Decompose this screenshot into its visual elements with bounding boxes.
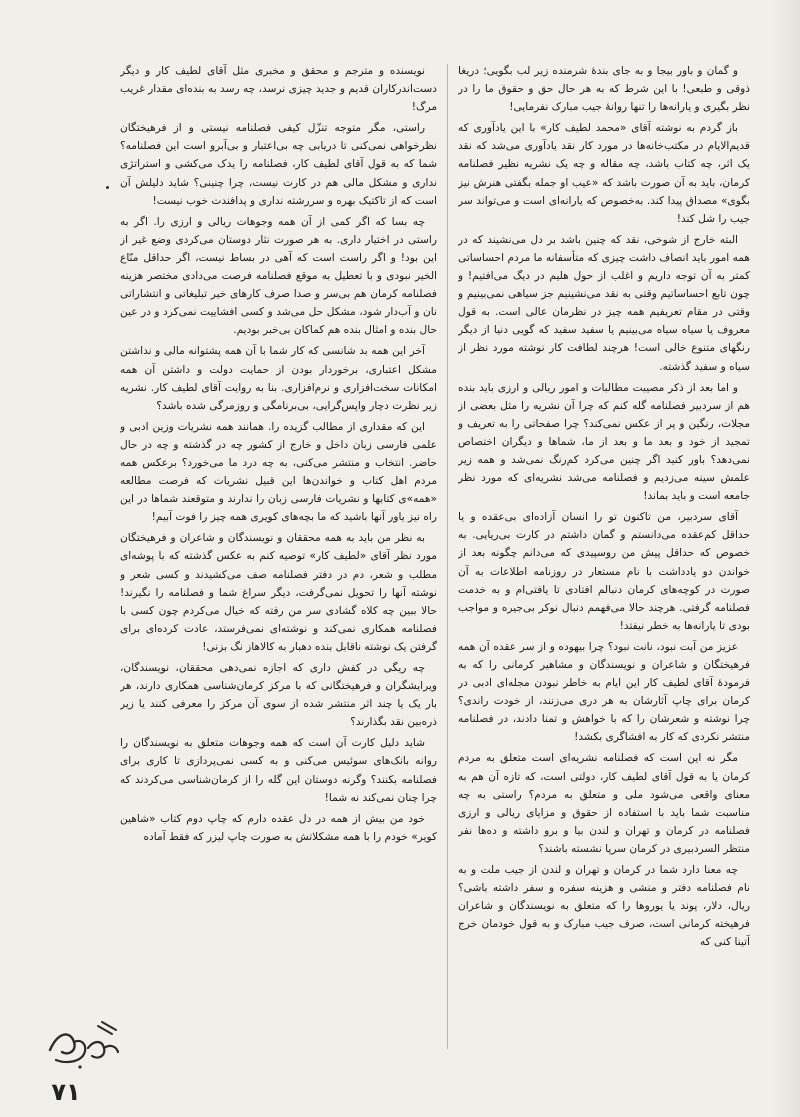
- margin-dot: [106, 186, 109, 189]
- right-text-column: [458, 62, 750, 1050]
- page-number: ۷۱: [51, 1078, 81, 1106]
- paragraph: البته خارج از شوخی، نقد که چنین باشد بر دل می‌نشیند که در همه امور باید انصاف داشت چیزی که متأسفانه ما مردم احساساتی کمتر به آن توجه داریم و اغلب از حول هلیم در دیگ می‌افتیم! و چون تابع احساساتیم وقتی به نقد می‌نشینیم جز سیاهی نمی‌بینیم و وقتی در مقام تعریفیم همه چیز در نظرمان عالی است. به قول معروف یا سیاه سیاه می‌بینیم یا سفید سفید که گویی دنیا از دیگر رنگهای متنوع خالی است! هرچند لطافت کار نوشته مورد نظر از سیاه و سفید گذشته.: [458, 233, 750, 373]
- paragraph: راستی، مگر متوجه تنزّل کیفی فصلنامه نیستی و از فرهیختگان نظرخواهی نمی‌کنی تا دریابی چه بی‌اعتبار و بی‌آبرو است این فصلنامه؟ شما که به قول آقای لطیف کار، فصلنامه را یدک می‌کشی و استراتژی نداری و مشکل مالی هم در کارت نیست، چرا چنینی؟ شاید دلیلش آن است که از تاکتیک بهره و سررشته نداری و پدافندت خوب نیست!: [120, 122, 437, 207]
- column-divider: [447, 64, 448, 1049]
- paragraph: نویسنده و مترجم و محقق و مخبری مثل آقای لطیف کار و دیگر دست‌اندرکاران قدیم و جدید چیزی نرسد، چه رسد به بنده‌ای مقدار غریب مرگ!: [120, 65, 437, 114]
- paragraph: شاید دلیل کارت آن است که همه وجوهات متعلق به نویسندگان را روانه بانک‌های سوئیس می‌کنی و به کسی نمی‌پردازی تا کاری برای فصلنامه بکنند؟ وگرنه دوستان این گله را از کرمان‌شناسی می‌کردند که چرا چنان نمی‌کند نه شما!: [120, 737, 437, 804]
- paragraph: و اما بعد از ذکر مصیبت مطالبات و امور ریالی و ارزی باید بنده هم از سردبیر فصلنامه گله کنم که چرا آن نشریه را مثل بعضی از مجلات، رنگین و پر از عکس نمی‌کند؟ چرا صفحاتی را به تعریف و تمجید از خود و بعد ما و بعد از ما، شماها و دیگران اختصاص نمی‌دهد؟ باور کنید اگر چنین می‌کرد کم‌رنگ نمی‌شد و همه زیر علمش سینه می‌زدیم و فصلنامه می‌شد نشریه‌ای که مورد نظر جامعه است و باید بماند!: [458, 381, 750, 503]
- paragraph: چه ریگی در کفش داری که اجازه نمی‌دهی محققان، نویسندگان، ویرایشگران و فرهیختگانی که با مرکز کرمان‌شناسی همکاری دارند، هر بار یک یا چند اثر منتشر شده از سوی آن مرکز را معرفی کنند یا زیر ذره‌بین نقد بگذارند؟: [120, 662, 437, 729]
- paragraph: آخر این همه بد شانسی که کار شما با آن همه پشتوانه مالی و نداشتن مشکل اعتباری، برخوردار بودن از حمایت دولت و داشتن آن همه امکانات سخت‌افزاری و نرم‌افزاری. بنا به روایت آقای لطیف کار. نشریه زیر نظرت دچار واپس‌گرایی، بی‌برنامگی و روزمرگی شده باشد؟: [120, 345, 437, 412]
- paragraph: مگر نه این است که فصلنامه نشریه‌ای است متعلق به مردم کرمان یا به قول آقای لطیف کار، دولتی است، که تازه آن هم به معنای واقعی می‌شود ملی و متعلق به مردم؟ راستی به چه مناسبت شما باید با استفاده از حقوق و مزایای ریالی و ارزی فصلنامه در کرمان و تهران و لندن بیا و برو داشته و ده‌ها نفر منتظر السردبیری در کرمان سرپا نشسته باشند؟: [458, 752, 750, 855]
- paragraph: آقای سردبیر، من تاکنون تو را انسان آزاده‌ای بی‌عقده و یا حداقل کم‌عقده می‌دانستم و گمان داشتم در کارت بی‌ریایی. به خصوص که حداقل پیش من روسپیدی که می‌دانم چگونه بعد از خواندن دو یادداشت با نام مستعار در روزنامه اطلاعات به آن صورت در کوچه‌های کرمان دنبالم افتادی تا یافتی‌ام و به خدمت فصلنامه گرفتی. هرچند حالا می‌فهمم دنبال نوکر بی‌جیره و مواجب بودی تا یارانه‌ها به خطر نیفتد!: [458, 511, 750, 632]
- paragraph: خود من بیش از همه در دل عقده دارم که چاپ دوم کتاب «شاهین کویر» خودم را با همه مشکلاتش به صورت چاپ لیزر که فقط آماده: [120, 812, 437, 843]
- paragraph: چه بسا که اگر کمی از آن همه وجوهات ریالی و ارزی را. اگر به راستی در اختیار داری. به هر صورت نثار دوستان می‌کردی وضع غیر از این بود! و اگر راست است که آهی در بساط نیست، اگر حداقل منّاع الخیر نبودی و با تعطیل به موقع فصلنامه فرصت می‌دادی مختصر هزینه فصلنامه کرمان هم بی‌سر و صدا صرف کارهای خیر تبلیغاتی و انتشاراتی نان و آب‌دار شود، مشکل حل می‌شد و کسی افشاییت نمی‌کرد و در عین حال بنده و امثال بنده هم کماکان بی‌خبر بودیم.: [120, 215, 437, 337]
- paragraph: و گمان و باور بیجا و به جای بندهٔ شرمنده زیر لب بگویی؛ دریغا ذوقی و طبعی! با این شرط که به هر حال حق و حقوق ما را در نظر بگیری و یارانه‌ها را تنها روانهٔ جیب مبارک نفرمایی!: [458, 65, 750, 114]
- paragraph: باز گردم به نوشته آقای «محمد لطیف کار» با این یادآوری که قدیم‌الایام در مکتب‌خانه‌ها در مورد کار نقد یادآوری می‌شد که نقد یک اثر، چه کتاب باشد، چه مقاله و چه یک نشریه نظیر فصلنامه کرمان، باید به آن صورت باشد که «عیب او جمله بگفتی هنرش نیز بگوی» مصداق پیدا کند. به‌خصوص که یارانه‌ای است و می‌تواند سر جیب را شل کند!: [458, 122, 750, 225]
- paragraph: به نظر من باید به همه محققان و نویسندگان و شاعران و فرهیختگان مورد نظر آقای «لطیف کار» توصیه کنم به عکس گذشته که با پوشه‌ای مطلب و شعر، دم در دفتر فصلنامه صف می‌کشیدند و کسی شعر و نوشته آنها را تحویل نمی‌گرفت، دیگر سراغ شما و فصلنامه را نگیرند! حالا ببین چه کلاه گشادی سر من رفته که خیال می‌کردم چون کسی با فصلنامه همکاری نمی‌کند و نوشته‌ای نمی‌فرستد، عادت کرده‌ای برای گرفتن یک نوشته ناقابل بنده دهبار به کالاهاز نگ بزنی!: [120, 532, 437, 653]
- paragraph: چه معنا دارد شما در کرمان و تهران و لندن از جیب ملت و به نام فصلنامه دفتر و منشی و هزینه سفره و سفر داشته باشی؟ ریال، دلار، پوند یا یورو‌ها را که متعلق به نویسندگان و شاعران فرهیخته کرمانی است، صرف جیب مبارک و به قول خودمان خرج آتینا کنی که: [458, 864, 750, 949]
- paragraph: این که مقداری از مطالب گزیده را. همانند همه نشریات وزین ادبی و علمی فارسی زبان داخل و خارج از کشور چه در گذشته و چه در حال حاضر. انتخاب و منتشر می‌کنی، به چه درد ما می‌خورد؟ برعکس همه مردم اهل کتاب و خواندن‌ها این قبیل نشریات که فرصت مطالعه «همه»ی کتابها و نشریات فارسی زبان را ندارند و متوقعند شماها در این راه نیز یاور آنها باشید که ما بچه‌های کویری همه چیز را فوت آبیم!: [120, 420, 437, 524]
- kerman-logo-icon: [44, 1020, 124, 1072]
- left-text-column: [120, 62, 437, 1062]
- paragraph: عزیز من آبت نبود، نانت نبود؟ چرا بیهوده و از سر عقده آن همه فرهیختگان و شاعران و نویسندگان و مشاهیر کرمانی را که به فرمودهٔ آقای لطیف کار این ایام به خاطر نبودن مجله‌ای ادبی در کرمان برای چاپ آثارشان به هر دری می‌زنند، از خودت راندی؟ چرا نوشته و شعرشان را که با خواهش و تمنا دادند، در فصلنامه منتشر نکردی که کار به افشاگری بکشد!: [458, 640, 750, 744]
- scan-shadow: [772, 0, 800, 1117]
